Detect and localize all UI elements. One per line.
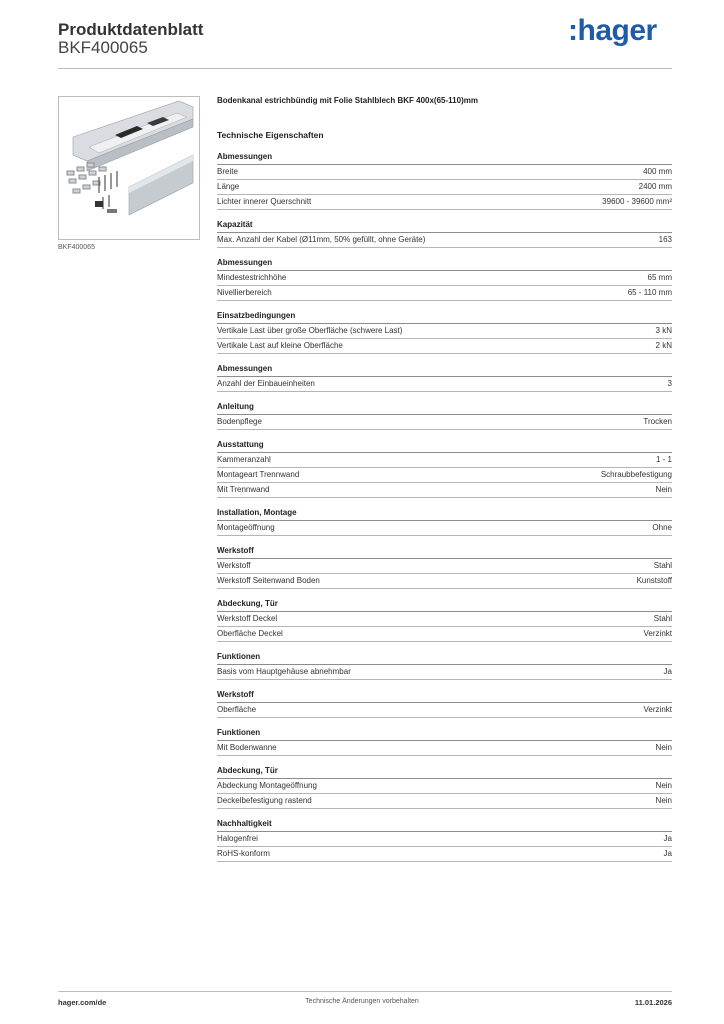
spec-group-heading: Abdeckung, Tür (217, 599, 672, 612)
spec-value: Stahl (653, 561, 672, 570)
spec-value: Verzinkt (643, 705, 672, 714)
spec-row (217, 779, 672, 794)
document-title: Produktdatenblatt (58, 20, 204, 39)
spec-group-heading: Nachhaltigkeit (217, 819, 672, 832)
spec-row (217, 271, 672, 286)
spec-group-heading: Abdeckung, Tür (217, 766, 672, 779)
spec-row (217, 574, 672, 589)
spec-row (217, 165, 672, 180)
spec-label: Werkstoff Seitenwand Boden (217, 576, 320, 585)
spec-row (217, 521, 672, 536)
spec-row (217, 483, 672, 498)
floor-duct-illustration (59, 97, 199, 239)
spec-group (217, 258, 672, 301)
spec-value: 3 (667, 379, 672, 388)
spec-group (217, 311, 672, 354)
spec-value: Nein (655, 781, 672, 790)
spec-group (217, 728, 672, 756)
spec-value: Ja (663, 834, 672, 843)
spec-group (217, 546, 672, 589)
spec-label: Breite (217, 167, 238, 176)
hager-logo: :hager (568, 14, 657, 47)
spec-value: 2 kN (655, 341, 672, 350)
spec-label: RoHS-konform (217, 849, 270, 858)
spec-label: Halogenfrei (217, 834, 258, 843)
spec-value: 163 (658, 235, 672, 244)
spec-value: 400 mm (643, 167, 672, 176)
spec-row (217, 339, 672, 354)
spec-label: Deckelbefestigung rastend (217, 796, 312, 805)
spec-label: Montageöffnung (217, 523, 275, 532)
spec-label: Mit Trennwand (217, 485, 270, 494)
spec-group (217, 402, 672, 430)
spec-value: Nein (655, 743, 672, 752)
spec-value: 3 kN (655, 326, 672, 335)
spec-label: Mit Bodenwanne (217, 743, 277, 752)
spec-group-heading: Abmessungen (217, 258, 672, 271)
spec-value: 65 - 110 mm (627, 288, 672, 297)
spec-group (217, 508, 672, 536)
spec-row (217, 286, 672, 301)
spec-row (217, 415, 672, 430)
spec-group (217, 819, 672, 862)
spec-label: Vertikale Last über große Oberfläche (schwere Last) (217, 326, 403, 335)
spec-group (217, 599, 672, 642)
spec-label: Abdeckung Montageöffnung (217, 781, 317, 790)
spec-value: Ja (663, 849, 672, 858)
spec-row (217, 665, 672, 680)
spec-label: Mindestestrichhöhe (217, 273, 287, 282)
spec-label: Werkstoff (217, 561, 251, 570)
spec-label: Werkstoff Deckel (217, 614, 278, 623)
spec-row (217, 453, 672, 468)
spec-label: Vertikale Last auf kleine Oberfläche (217, 341, 343, 350)
spec-value: Nein (655, 796, 672, 805)
spec-row (217, 612, 672, 627)
spec-value: 1 - 1 (655, 455, 672, 464)
spec-row (217, 832, 672, 847)
spec-row (217, 703, 672, 718)
footer-divider (58, 991, 672, 992)
specification-groups (217, 152, 672, 862)
header-divider (58, 68, 672, 69)
spec-group-heading: Funktionen (217, 728, 672, 741)
spec-group-heading: Anleitung (217, 402, 672, 415)
spec-group (217, 220, 672, 248)
spec-value: Ja (663, 667, 672, 676)
spec-label: Oberfläche Deckel (217, 629, 283, 638)
spec-group-heading: Werkstoff (217, 690, 672, 703)
spec-value: 2400 mm (638, 182, 672, 191)
spec-row (217, 627, 672, 642)
spec-label: Lichter innerer Querschnitt (217, 197, 312, 206)
spec-value: Trocken (643, 417, 672, 426)
spec-value: 39600 - 39600 mm² (602, 197, 672, 206)
spec-group (217, 652, 672, 680)
spec-label: Anzahl der Einbaueinheiten (217, 379, 315, 388)
spec-label: Oberfläche (217, 705, 257, 714)
footer-date: 11.01.2026 (634, 998, 672, 1007)
product-description: Bodenkanal estrichbündig mit Folie Stahlblech BKF 400x(65-110)mm (217, 96, 478, 105)
spec-row (217, 377, 672, 392)
spec-label: Montageart Trennwand (217, 470, 300, 479)
spec-group (217, 364, 672, 392)
spec-row (217, 559, 672, 574)
section-heading: Technische Eigenschaften (217, 130, 324, 140)
spec-label: Länge (217, 182, 240, 191)
spec-value: Ohne (652, 523, 672, 532)
spec-label: Basis vom Hauptgehäuse abnehmbar (217, 667, 351, 676)
spec-group-heading: Werkstoff (217, 546, 672, 559)
spec-value: Stahl (653, 614, 672, 623)
product-image (58, 96, 200, 240)
spec-row (217, 195, 672, 210)
spec-row (217, 180, 672, 195)
spec-row (217, 233, 672, 248)
spec-row (217, 847, 672, 862)
spec-value: Nein (655, 485, 672, 494)
spec-row (217, 794, 672, 809)
spec-row (217, 741, 672, 756)
spec-group (217, 766, 672, 809)
spec-group-heading: Kapazität (217, 220, 672, 233)
spec-row (217, 324, 672, 339)
spec-label: Max. Anzahl der Kabel (Ø11mm, 50% gefüllt, ohne Geräte) (217, 235, 426, 244)
spec-group-heading: Einsatzbedingungen (217, 311, 672, 324)
spec-value: Kunststoff (636, 576, 672, 585)
spec-row (217, 468, 672, 483)
footer-notice: Technische Änderungen vorbehalten (305, 998, 419, 1005)
specifications-panel (217, 96, 672, 872)
spec-group-heading: Installation, Montage (217, 508, 672, 521)
spec-label: Nivellierbereich (217, 288, 272, 297)
spec-value: Schraubbefestigung (600, 470, 672, 479)
spec-group (217, 152, 672, 210)
spec-group-heading: Abmessungen (217, 364, 672, 377)
spec-group (217, 440, 672, 498)
spec-value: Verzinkt (643, 629, 672, 638)
spec-group-heading: Funktionen (217, 652, 672, 665)
image-caption: BKF400065 (58, 244, 95, 251)
spec-group-heading: Ausstattung (217, 440, 672, 453)
spec-value: 65 mm (647, 273, 672, 282)
spec-group (217, 690, 672, 718)
product-code: BKF400065 (58, 38, 148, 57)
spec-label: Bodenpflege (217, 417, 262, 426)
footer-website[interactable]: hager.com/de (58, 998, 107, 1007)
spec-group-heading: Abmessungen (217, 152, 672, 165)
spec-label: Kammeranzahl (217, 455, 271, 464)
